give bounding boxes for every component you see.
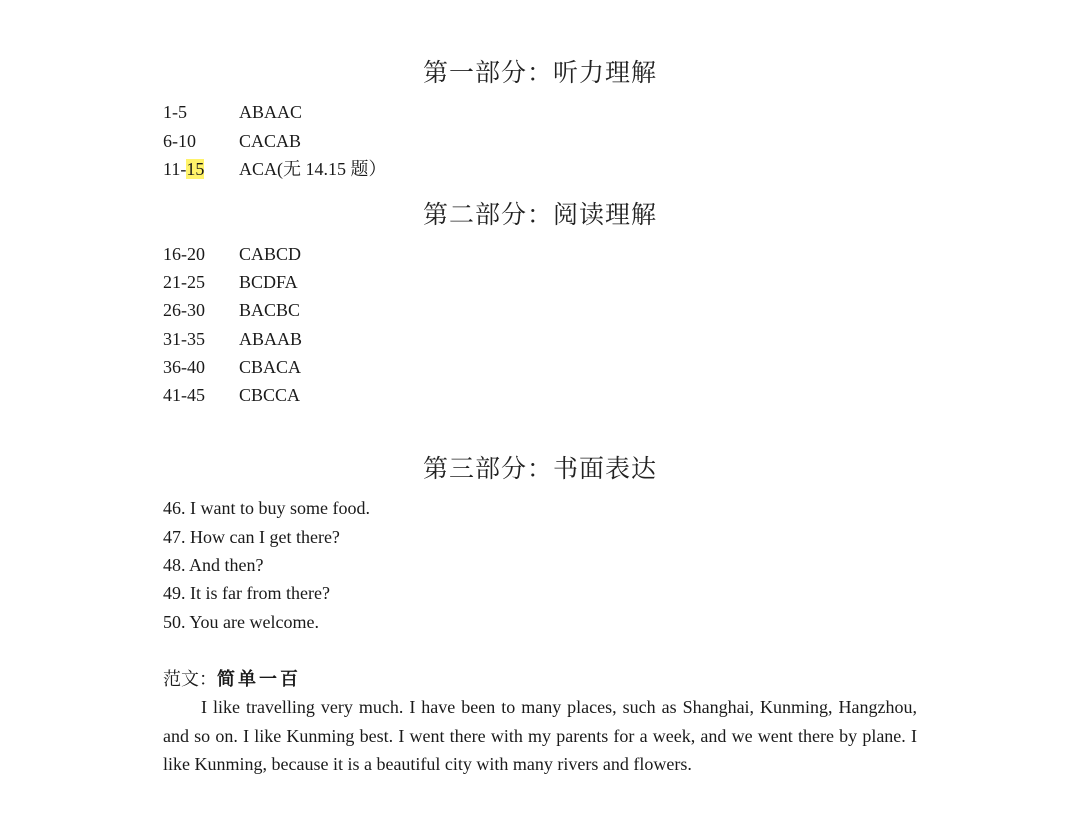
answer-letters: ACA(无 14.15 题） [239, 159, 387, 179]
question-range: 16-20 [163, 244, 205, 264]
sample-label-text: 范文： [163, 669, 217, 689]
answer-letters: BACBC [239, 300, 301, 320]
question-range: 36-40 [163, 357, 205, 377]
answer-sentence-46: 46. I want to buy some food. [163, 498, 370, 518]
answer-letters: CBACA [239, 357, 302, 377]
answer-sentence-47: 47. How can I get there? [163, 527, 340, 547]
part1-row-3 [163, 158, 387, 180]
answer-letters: BCDFA [239, 272, 298, 292]
question-range [163, 158, 239, 180]
answer-sentence-48: 48. And then? [163, 555, 264, 575]
question-range: 21-25 [163, 272, 205, 292]
question-range: 31-35 [163, 329, 205, 349]
question-range: 41-45 [163, 385, 205, 405]
answer-sentence-50: 50. You are welcome. [163, 612, 319, 632]
sample-note: 简单一百 [217, 669, 301, 689]
part2-row-4 [163, 328, 302, 350]
question-range: 6-10 [163, 131, 196, 151]
sample-essay: I like travelling very much. I have been to many places, such as Shanghai, Kunming, Hangzhou, and so on. I like Kunming best. I went there with my parents for a week, and we went there by plane. I like Kunming, because it is a beautiful city with many rivers and flowers. [163, 697, 917, 774]
part2-row-6 [163, 384, 300, 406]
part1-title: 第一部分：听力理解 [422, 58, 657, 87]
answer-letters: CBCCA [239, 385, 301, 405]
part1-row-1 [163, 101, 302, 123]
answer-letters: CACAB [239, 131, 302, 151]
part2-title: 第二部分：阅读理解 [422, 200, 657, 229]
part2-row-3 [163, 299, 300, 321]
answer-letters: ABAAB [239, 329, 303, 349]
highlighted-range-end: 15 [186, 159, 205, 179]
question-range: 1-5 [163, 102, 187, 122]
answer-letters: ABAAC [239, 102, 303, 122]
part2-row-5 [163, 356, 301, 378]
part1-row-2 [163, 130, 301, 152]
sample-essay-label [163, 667, 301, 691]
range-prefix: 11- [163, 159, 187, 179]
part2-row-1 [163, 243, 301, 265]
answer-letters: CABCD [239, 244, 302, 264]
answer-sentence-49: 49. It is far from there? [163, 583, 330, 603]
part3-title: 第三部分：书面表达 [422, 454, 657, 483]
part2-row-2 [163, 271, 298, 293]
question-range: 26-30 [163, 300, 205, 320]
